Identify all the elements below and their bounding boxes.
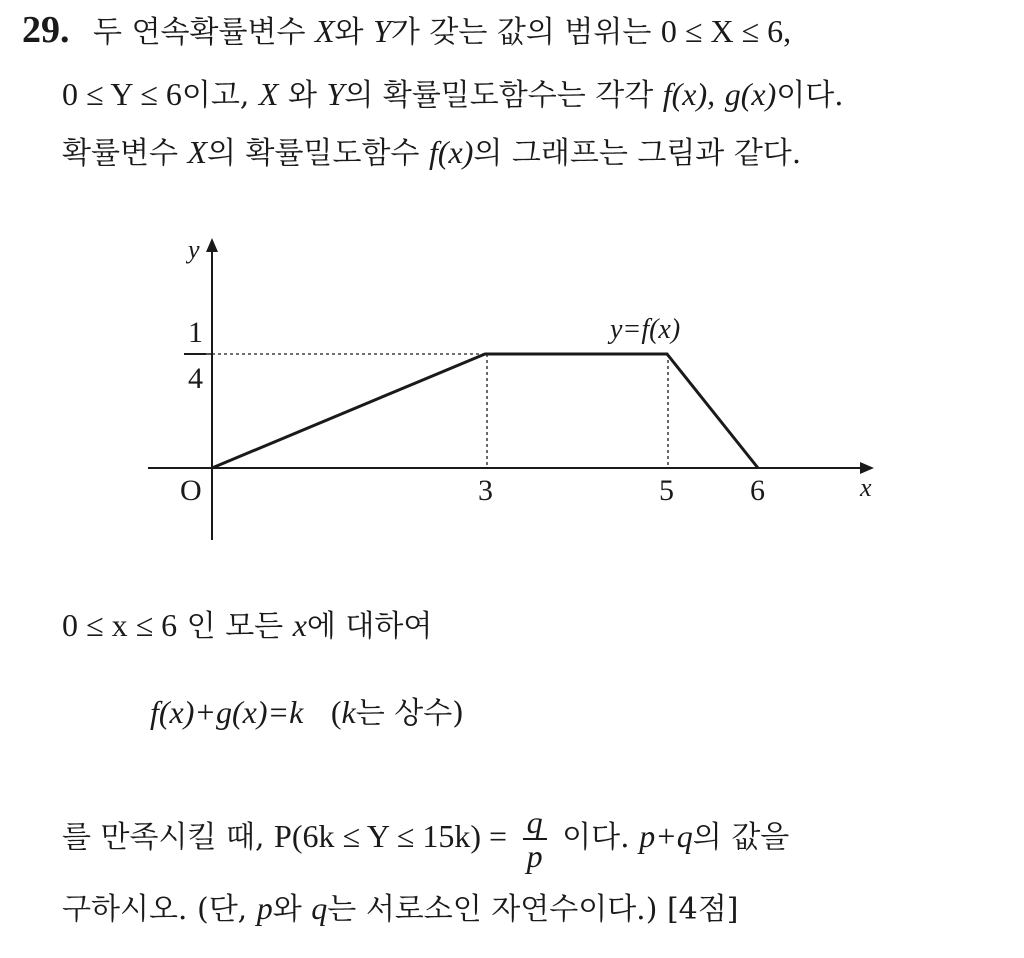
question-line-2: [62, 888, 738, 930]
math-var: Y: [326, 76, 345, 112]
problem-number: 29.: [22, 9, 70, 51]
math-range: 0 ≤ X ≤ 6,: [660, 13, 792, 49]
math-func: g(x): [724, 76, 777, 112]
math-func: f(x),: [662, 76, 716, 112]
math-var: x: [292, 607, 307, 643]
y-axis-label: y: [188, 235, 200, 264]
origin-label: O: [180, 474, 202, 507]
text: 이다.: [562, 820, 630, 855]
text: 에 대하여: [306, 609, 433, 644]
sum-expression: p+q: [639, 818, 693, 854]
text: 는 상수): [355, 696, 464, 731]
curve-label: y=f(x): [610, 314, 681, 345]
math-var: X: [315, 13, 335, 49]
text: 인 모든: [186, 609, 284, 644]
text: 의 값을: [692, 820, 790, 855]
y-tick-denominator: 4: [188, 362, 203, 395]
text: 는 서로소인 자연수이다.) [4점]: [327, 892, 739, 927]
text: 이다.: [776, 78, 844, 113]
text: 의 확률밀도함수는 각각: [344, 78, 654, 113]
fraction-denominator: p: [526, 838, 543, 874]
math-var: q: [311, 890, 328, 926]
math-var: X: [258, 76, 279, 112]
math-var: k: [341, 694, 356, 730]
text: 이고,: [181, 78, 250, 113]
condition-equation-line: [150, 692, 464, 734]
text: 의 그래프는 그림과 같다.: [473, 136, 802, 171]
x-tick-label-5: 5: [659, 474, 674, 507]
note-open: (: [330, 694, 342, 730]
math-var: Y: [373, 13, 391, 49]
text: 가 갖는 값의 범위는: [390, 15, 652, 50]
math-var: p: [256, 890, 273, 926]
prob-expression: P(6k ≤ Y ≤ 15k) =: [274, 818, 508, 854]
question-line-1: [62, 806, 789, 872]
text: 두 연속확률변수: [93, 15, 306, 50]
x-tick-label-6: 6: [750, 474, 765, 507]
x-tick-label-3: 3: [478, 474, 493, 507]
density-curve: [212, 354, 758, 468]
x-axis-label: x: [860, 473, 872, 502]
text: 와: [288, 78, 317, 113]
math-range: 0 ≤ x ≤ 6: [62, 607, 178, 643]
math-func: f(x): [428, 134, 474, 170]
fraction-numerator: q: [523, 806, 547, 840]
text: 를 만족시킬 때,: [62, 820, 265, 855]
equation: f(x)+g(x)=k: [150, 694, 304, 730]
text: 의 확률밀도함수: [207, 136, 420, 171]
y-axis-arrow: [206, 238, 218, 252]
y-tick-numerator: 1: [188, 316, 203, 349]
text: 와: [272, 892, 302, 927]
text: 확률변수: [62, 136, 178, 171]
text: 와: [334, 15, 364, 50]
condition-intro: [62, 605, 432, 647]
text: 구하시오. (단,: [62, 892, 248, 927]
math-range: 0 ≤ Y ≤ 6: [62, 76, 182, 112]
math-var: X: [187, 134, 208, 170]
fraction: [523, 806, 547, 872]
